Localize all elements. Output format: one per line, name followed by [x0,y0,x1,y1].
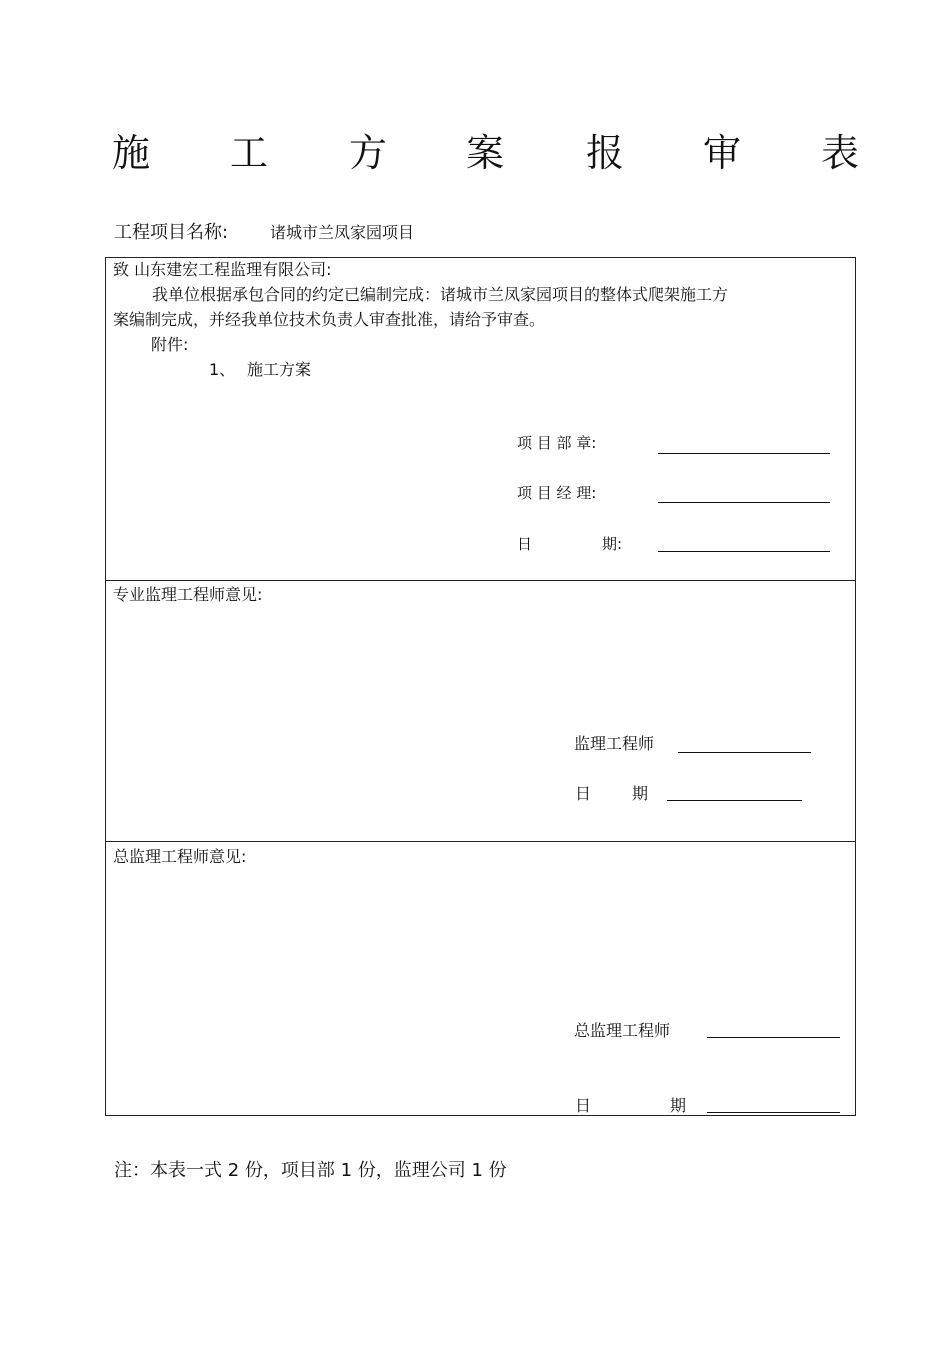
title-char: 表 [821,131,860,175]
supervisor-opinion-heading: 专业监理工程师意见: [113,585,263,604]
date-label: 期: [602,535,623,553]
attachments-label: 附件: [151,335,189,354]
date-label: 日 [575,784,592,803]
title-char: 方 [349,131,388,175]
project-name-label: 工程项目名称: [114,222,229,243]
title-char: 案 [466,131,505,175]
chief-opinion-heading: 总监理工程师意见: [113,847,247,866]
addressee: 致 山东建宏工程监理有限公司: [113,260,332,279]
submission-body-line1: 我单位根据承包合同的约定已编制完成：诸城市兰凤家园项目的整体式爬架施工方 [152,285,729,304]
date-signature-line[interactable] [658,551,830,552]
title-char: 施 [112,131,151,175]
supervising-engineer-signature-line[interactable] [678,752,811,753]
supervising-engineer-label: 监理工程师 [574,734,655,753]
section-divider [105,841,856,842]
project-manager-signature-line[interactable] [658,502,830,503]
submission-body-line2: 案编制完成，并经我单位技术负责人审查批准，请给予审查。 [113,310,546,329]
title-char: 报 [586,131,625,175]
form-table [105,257,856,1116]
project-name-value: 诸城市兰凤家园项目 [270,223,415,242]
chief-engineer-label: 总监理工程师 [574,1021,671,1040]
title-char: 工 [230,131,269,175]
date-label: 期 [670,1096,687,1115]
date-signature-line[interactable] [667,800,802,801]
chief-engineer-signature-line[interactable] [707,1037,840,1038]
attachment-item: 施工方案 [247,360,312,379]
project-seal-signature-line[interactable] [658,453,830,454]
date-label: 日 [575,1096,592,1115]
date-label: 期 [632,784,649,803]
footer-note: 注：本表一式 2 份，项目部 1 份，监理公司 1 份 [114,1160,507,1181]
project-seal-label: 项 目 部 章: [517,434,597,452]
date-label: 日 [517,535,533,553]
date-signature-line[interactable] [707,1112,840,1113]
attachment-number: 1、 [209,360,236,379]
title-char: 审 [703,131,742,175]
project-manager-label: 项 目 经 理: [517,484,597,502]
section-divider [105,580,856,581]
